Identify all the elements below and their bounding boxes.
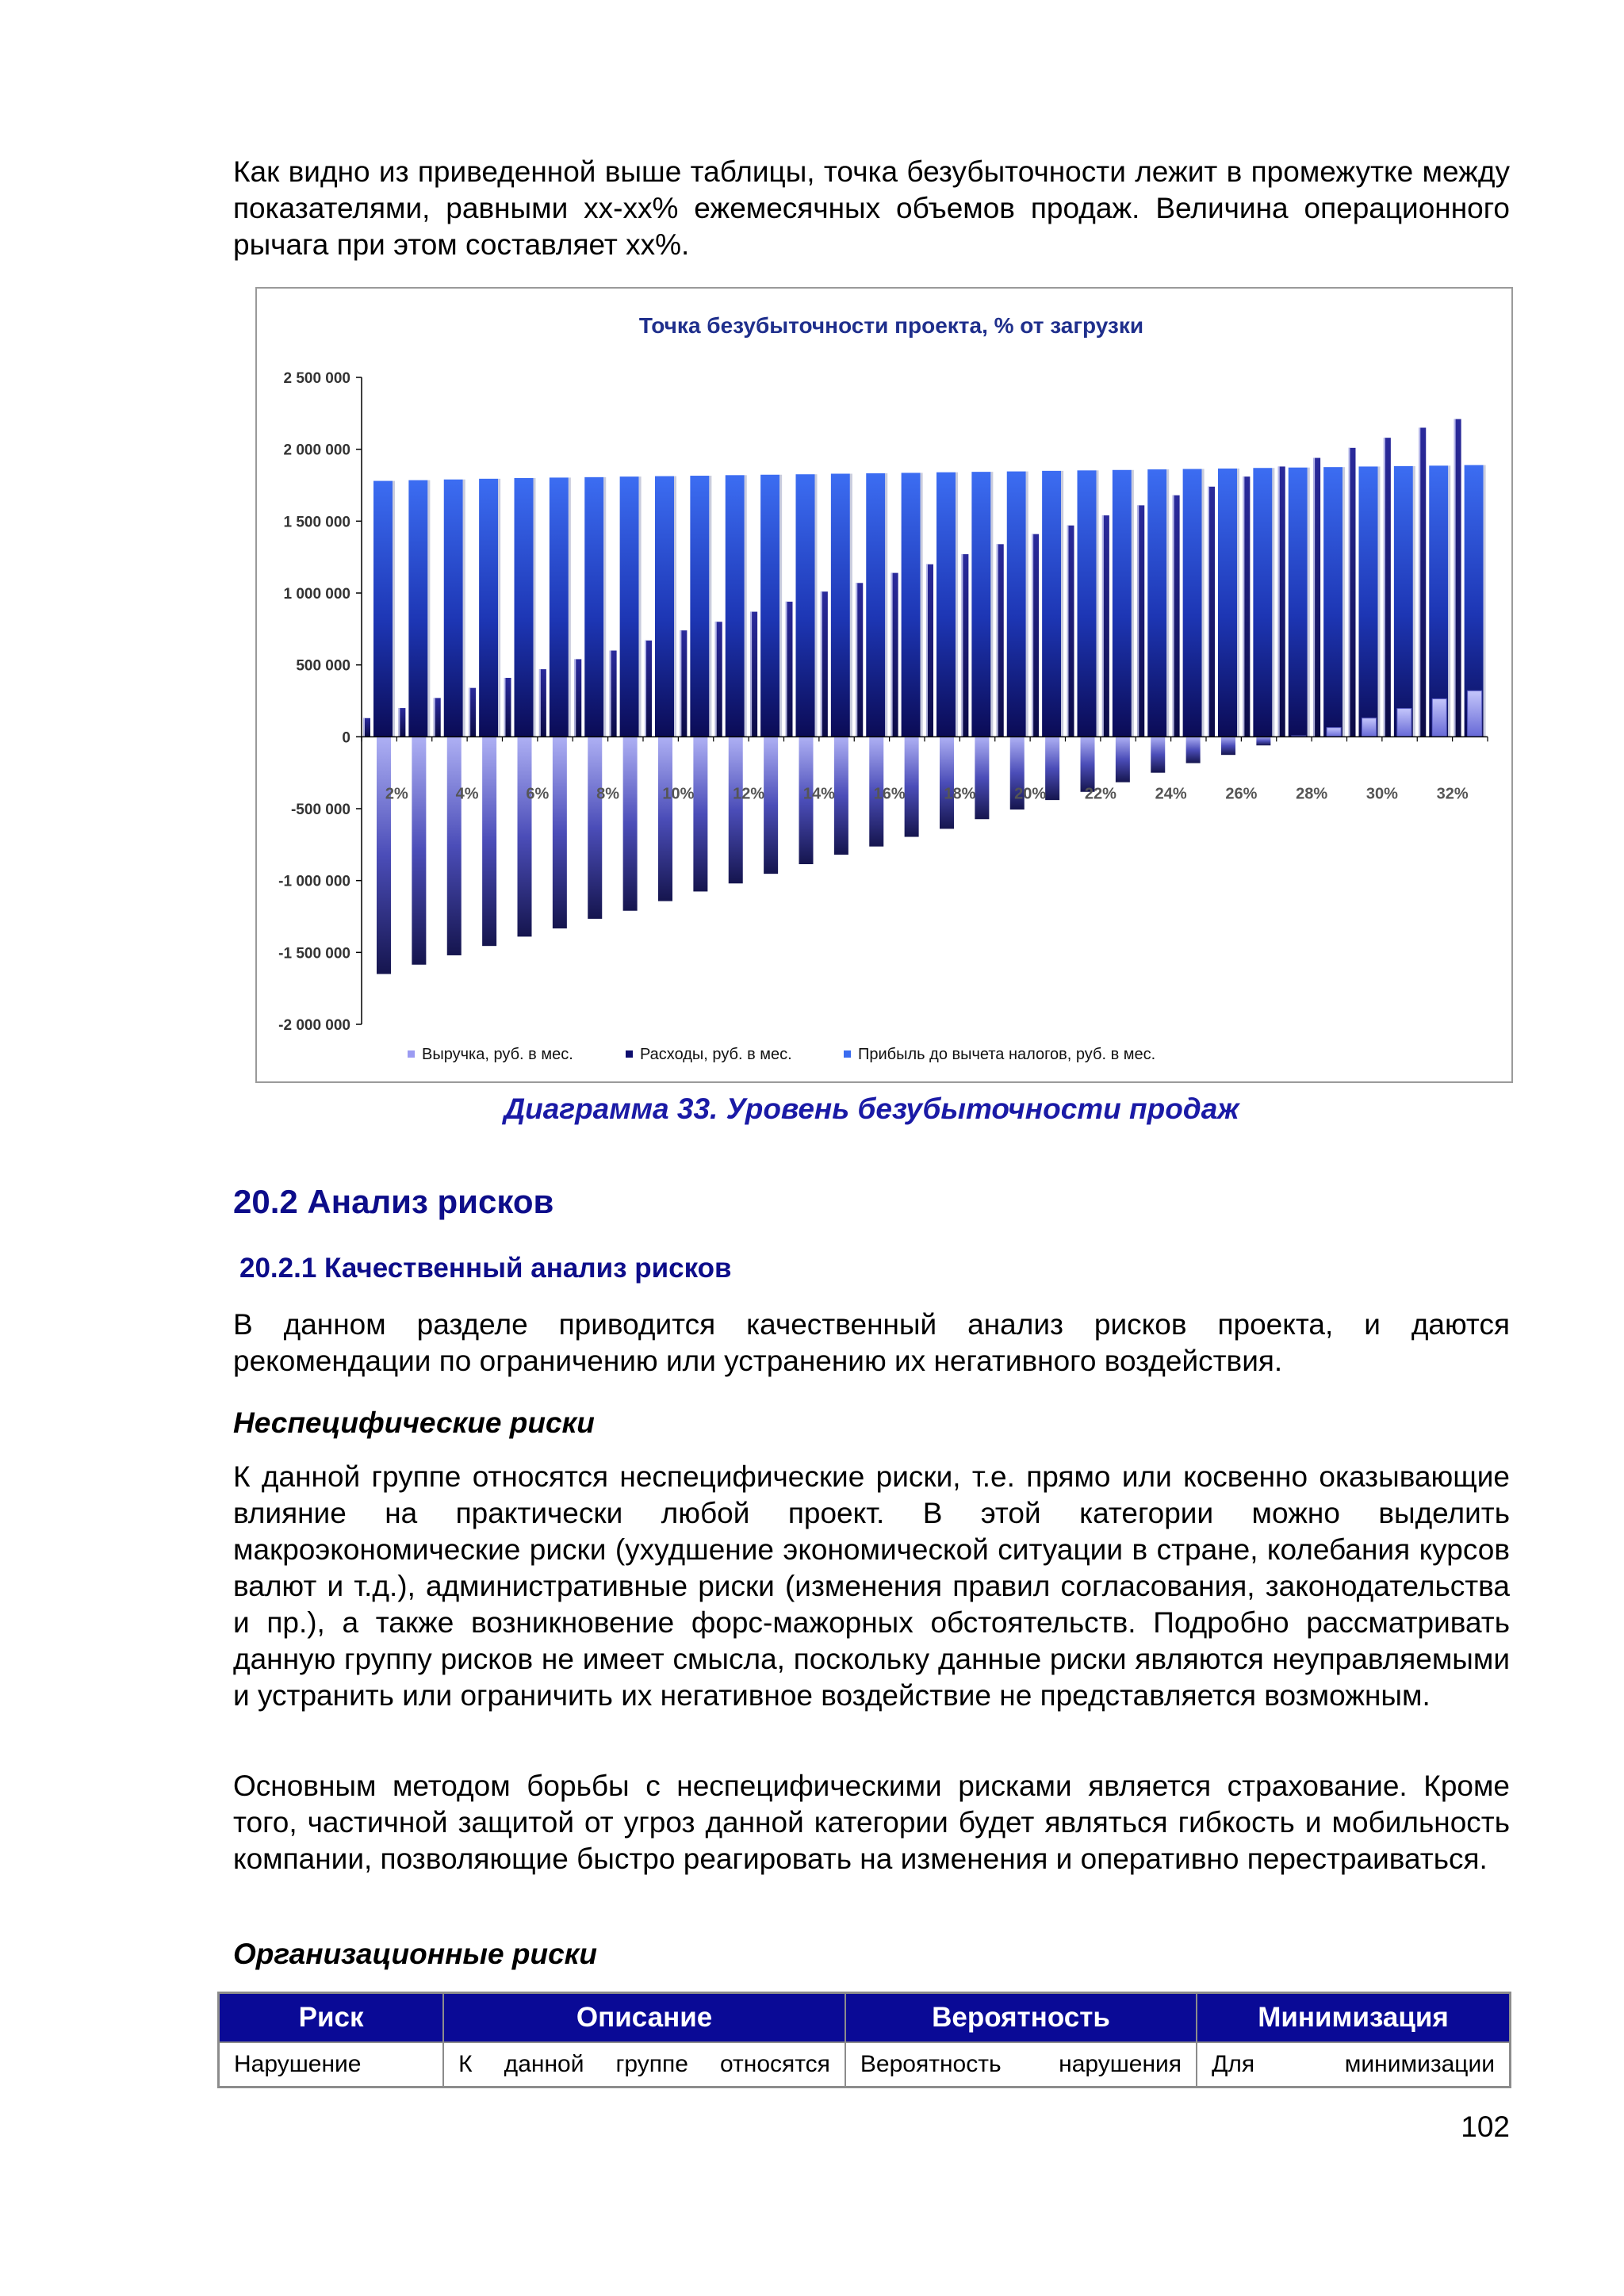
bar-profit	[1397, 709, 1411, 737]
cell-description: К данной группе относятся	[443, 2042, 845, 2087]
bar-expenses-shade	[745, 475, 747, 737]
x-tick-label: 28%	[1296, 785, 1328, 803]
nonspecific-heading: Неспецифические риски	[233, 1406, 595, 1439]
bar-expenses	[796, 474, 815, 737]
x-tick-label: 24%	[1155, 785, 1187, 803]
bar-expenses-shade	[709, 476, 711, 737]
bar-revenue-highlight	[1454, 419, 1456, 737]
bar-profit	[905, 737, 919, 836]
bar-expenses	[866, 473, 885, 737]
bars	[363, 419, 1486, 974]
bar-revenue-highlight	[363, 718, 365, 737]
bar-revenue-highlight	[1208, 487, 1209, 737]
bar-revenue-highlight	[715, 622, 717, 737]
chart-canvas	[257, 289, 1511, 1081]
bar-expenses	[444, 480, 463, 737]
bar-profit	[1468, 691, 1482, 737]
bar-revenue-highlight	[1278, 466, 1280, 737]
bar-profit	[447, 737, 462, 955]
bar-expenses	[408, 480, 427, 737]
legend-swatch	[408, 1050, 415, 1058]
chart-title: Точка безубыточности проекта, % от загрузки	[638, 313, 1144, 338]
bar-expenses-shade	[921, 473, 923, 737]
bar-expenses	[479, 479, 498, 737]
bar-expenses-shade	[885, 473, 887, 737]
bar-expenses-shade	[956, 473, 958, 737]
bar-expenses	[1113, 470, 1132, 737]
bar-profit	[1186, 737, 1201, 763]
bar-profit	[834, 737, 848, 855]
y-tick-label: -2 000 000	[278, 1017, 350, 1034]
bar-expenses	[515, 478, 534, 737]
breakeven-chart	[255, 287, 1513, 1083]
bar-revenue-highlight	[645, 641, 646, 737]
bar-profit	[1221, 737, 1235, 755]
bar-expenses	[1394, 466, 1413, 737]
bar-expenses-shade	[815, 474, 818, 737]
bar-expenses-shade	[639, 476, 642, 737]
x-tick-label: 20%	[1014, 785, 1047, 803]
bar-profit	[482, 737, 496, 946]
bar-profit	[553, 737, 567, 928]
bar-expenses	[550, 477, 569, 737]
bar-profit	[377, 737, 391, 974]
cell-minimization: Для минимизации	[1197, 2042, 1510, 2087]
bar-profit	[623, 737, 638, 910]
y-tick-label: -1 000 000	[278, 873, 350, 890]
bar-expenses-shade	[498, 479, 500, 737]
intro-paragraph: Как видно из приведенной выше таблицы, точка безубыточности лежит в промежутке между показателями, равными хх-хх% ежемесячных объемов продаж. Величина операционного рычага при этом составляет хх%.	[233, 155, 1510, 261]
bar-expenses-shade	[1026, 472, 1028, 737]
bar-expenses-shade	[1308, 468, 1310, 737]
bar-expenses-shade	[393, 481, 395, 737]
bar-expenses-shade	[1342, 467, 1345, 737]
bar-profit	[1151, 737, 1165, 772]
legend-swatch	[844, 1050, 851, 1058]
x-tick-label: 16%	[873, 785, 906, 803]
bar-profit	[764, 737, 778, 874]
bar-expenses	[1323, 467, 1342, 737]
bar-revenue-highlight	[750, 612, 752, 737]
organizational-heading: Организационные риски	[233, 1938, 598, 1970]
bar-expenses-shade	[1097, 470, 1099, 737]
bar-expenses	[373, 481, 393, 737]
bar-revenue-highlight	[398, 708, 400, 737]
bar-profit	[518, 737, 532, 936]
section-title: 20.2 Анализ рисков	[233, 1183, 554, 1220]
bar-revenue-highlight	[786, 602, 787, 737]
x-tick-label: 14%	[802, 785, 835, 803]
bar-revenue-highlight	[539, 669, 541, 737]
bar-expenses-shade	[569, 477, 571, 737]
legend-label: Выручка, руб. в мес.	[422, 1046, 573, 1063]
risk-table	[217, 1992, 1511, 2088]
x-tick-label: 32%	[1436, 785, 1469, 803]
legend-label: Расходы, руб. в мес.	[640, 1046, 792, 1063]
bar-expenses	[1007, 472, 1026, 737]
nonspecific-paragraph-2: Основным методом борьбы с неспецифическими рисками является страхование. Кроме того, частичной защитой от угроз данной категории будет являться гибкость и мобильность компании, позволяющие быстро реагировать на изменения и оперативно перестраиваться.	[233, 1770, 1510, 1875]
bar-profit	[940, 737, 954, 828]
col-header-description: Описание	[443, 1993, 845, 2043]
table-header-row	[219, 1993, 1511, 2043]
bar-expenses	[971, 472, 990, 737]
bar-profit	[1362, 718, 1377, 737]
bar-revenue-highlight	[680, 630, 681, 737]
bar-revenue-highlight	[961, 554, 963, 737]
bar-revenue-highlight	[1349, 448, 1350, 737]
bar-expenses-shade	[1413, 466, 1415, 737]
y-tick-label: -1 500 000	[278, 945, 350, 962]
bar-expenses	[620, 476, 639, 737]
bar-revenue-highlight	[574, 659, 576, 737]
bar-expenses-shade	[427, 480, 430, 737]
bar-revenue-highlight	[1137, 505, 1139, 737]
bar-profit	[588, 737, 602, 919]
bar-profit	[1327, 728, 1341, 737]
bar-revenue-highlight	[1384, 438, 1385, 737]
bar-expenses-shade	[1202, 469, 1205, 737]
bar-revenue-highlight	[1243, 476, 1244, 737]
bar-expenses	[1042, 471, 1061, 737]
bar-revenue-highlight	[821, 591, 822, 737]
bar-expenses-shade	[603, 477, 606, 737]
bar-expenses	[1359, 466, 1378, 737]
bar-profit	[412, 737, 426, 964]
bar-expenses	[760, 475, 779, 737]
col-header-risk: Риск	[219, 1993, 444, 2043]
bar-profit	[1432, 698, 1446, 737]
bar-profit	[1256, 737, 1270, 745]
bar-profit	[1081, 737, 1095, 791]
x-tick-label: 26%	[1225, 785, 1258, 803]
y-tick-label: 0	[342, 729, 350, 747]
x-tick-label: 12%	[733, 785, 765, 803]
bar-expenses-shade	[1132, 470, 1134, 737]
bar-expenses-shade	[1061, 471, 1063, 737]
x-tick-label: 8%	[596, 785, 620, 803]
chart-legend	[408, 1046, 1155, 1063]
bar-expenses	[655, 476, 674, 737]
bar-expenses	[690, 476, 709, 737]
col-header-minimization: Минимизация	[1197, 1993, 1510, 2043]
bar-revenue-highlight	[434, 698, 435, 737]
bar-expenses	[936, 473, 956, 737]
bar-expenses	[1429, 465, 1448, 737]
bar-expenses	[726, 475, 745, 737]
bar-revenue-highlight	[469, 688, 470, 737]
bar-revenue-highlight	[1067, 526, 1069, 737]
bar-expenses-shade	[534, 478, 536, 737]
nonspecific-paragraph-1: К данной группе относятся неспецифические риски, т.е. прямо или косвенно оказывающие влияние на практически любой проект. В этой категории можно выделить макроэкономические риски (ухудшение экономической ситуации в стране, колебания курсов валют и т.д.), административные риски (изменения правил согласования, законодательства и пр.), а также возникновение форс-мажорных обстоятельств. Подробно рассматривать данную группу рисков не имеет смысла, поскольку данные риски являются неуправляемыми и устранить или ограничить их негативное воздействие не представляется возможным.	[233, 1460, 1510, 1712]
chart-caption: Диаграмма 33. Уровень безубыточности продаж	[504, 1093, 1239, 1125]
y-tick-label: 500 000	[296, 657, 350, 675]
x-tick-label: 30%	[1365, 785, 1398, 803]
bar-expenses	[902, 473, 921, 737]
bar-expenses	[1289, 468, 1308, 737]
bar-profit	[729, 737, 743, 883]
x-tick-label: 10%	[662, 785, 695, 803]
bar-expenses	[1253, 468, 1272, 737]
bar-profit	[1116, 737, 1130, 782]
y-tick-label: -500 000	[290, 802, 350, 818]
bar-expenses-shade	[990, 472, 993, 737]
bar-expenses-shade	[1272, 468, 1274, 737]
bar-expenses-shade	[850, 473, 852, 737]
y-tick-label: 2 500 000	[283, 370, 350, 387]
bar-expenses-shade	[463, 480, 465, 737]
bar-expenses-shade	[1166, 469, 1169, 737]
col-header-probability: Вероятность	[845, 1993, 1197, 2043]
page-number: 102	[1461, 2110, 1510, 2143]
bar-revenue-highlight	[1173, 496, 1174, 737]
legend-label: Прибыль до вычета налогов, руб. в мес.	[858, 1046, 1156, 1063]
y-tick-label: 1 500 000	[283, 514, 350, 531]
bar-revenue-highlight	[891, 573, 893, 737]
x-tick-label: 4%	[455, 785, 479, 803]
bar-expenses-shade	[1237, 469, 1239, 737]
bar-expenses-shade	[1448, 465, 1450, 737]
cell-risk: Нарушение	[219, 2042, 444, 2087]
legend-swatch	[626, 1050, 633, 1058]
section-intro-paragraph: В данном разделе приводится качественный анализ рисков проекта, и даются рекомендации по ограничению или устранению их негативного воздействия.	[233, 1308, 1510, 1377]
bar-expenses	[1078, 470, 1097, 737]
bar-revenue-highlight	[1313, 458, 1315, 737]
bar-revenue-highlight	[997, 544, 998, 737]
x-tick-label: 18%	[944, 785, 976, 803]
x-tick-label: 2%	[385, 785, 408, 803]
bar-revenue-highlight	[926, 564, 928, 737]
y-tick-label: 1 000 000	[283, 586, 350, 603]
bar-revenue-highlight	[1419, 427, 1420, 737]
bar-expenses-shade	[1378, 466, 1381, 737]
x-tick-label: 6%	[526, 785, 550, 803]
bar-expenses	[831, 473, 850, 737]
bar-revenue-highlight	[1032, 534, 1033, 737]
bar-profit	[975, 737, 989, 819]
x-tick-label: 22%	[1084, 785, 1116, 803]
bar-expenses-shade	[779, 475, 782, 737]
y-tick-label: 2 000 000	[283, 442, 350, 459]
bar-expenses	[1183, 469, 1202, 737]
bar-expenses	[1218, 469, 1237, 737]
bar-expenses-shade	[674, 476, 676, 737]
bar-revenue-highlight	[1102, 515, 1104, 737]
table-row	[219, 2042, 1511, 2087]
subsection-title: 20.2.1 Качественный анализ рисков	[239, 1253, 732, 1284]
bar-expenses-shade	[1484, 465, 1486, 737]
bar-expenses	[1147, 469, 1166, 737]
bar-profit	[1045, 737, 1059, 800]
bar-profit	[693, 737, 707, 891]
cell-probability: Вероятность нарушения	[845, 2042, 1197, 2087]
bar-revenue-highlight	[610, 651, 611, 737]
bar-revenue-highlight	[504, 678, 506, 737]
bar-expenses	[584, 477, 603, 737]
bar-profit	[658, 737, 672, 901]
y-axis	[278, 370, 362, 1034]
bar-revenue-highlight	[856, 583, 857, 737]
